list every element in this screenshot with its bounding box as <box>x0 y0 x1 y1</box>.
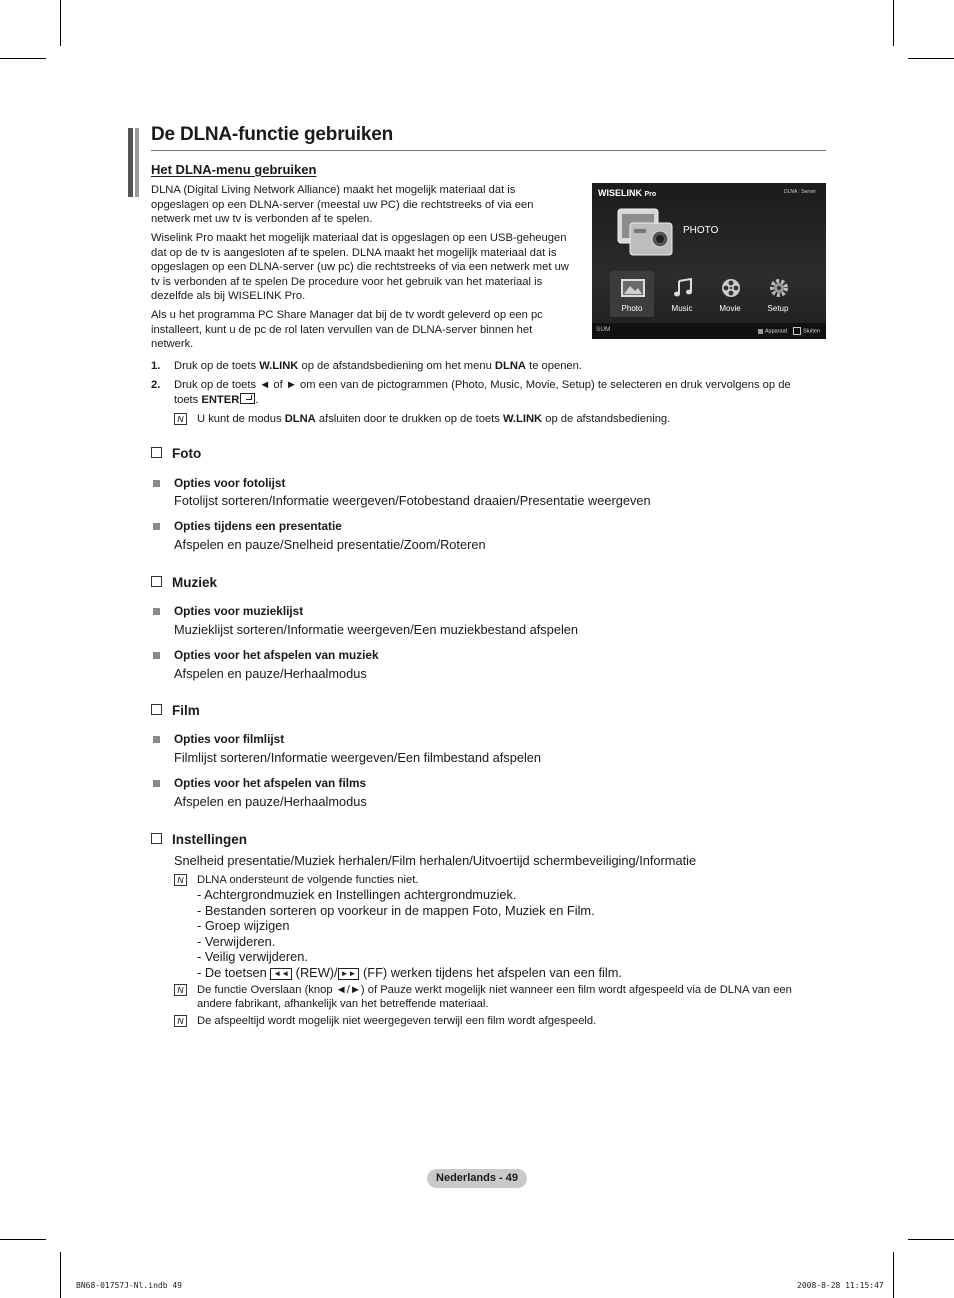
option-description: Filmlijst sorteren/Informatie weergeven/Een filmbestand afspelen <box>174 750 542 765</box>
title-accent-bar <box>135 128 139 197</box>
tv-footer-bar <box>592 323 826 339</box>
option-description: Fotolijst sorteren/Informatie weergeven/Fotobestand draaien/Presentatie weergeven <box>174 493 651 508</box>
note-icon <box>174 984 187 996</box>
checkbox-square-icon <box>151 576 162 587</box>
bullet-square-icon <box>153 608 160 615</box>
note-icon <box>174 1015 187 1027</box>
checkbox-square-icon <box>151 447 162 458</box>
title-accent-bar <box>128 128 133 197</box>
section-film-heading: Film <box>151 703 200 718</box>
crop-mark <box>908 1239 954 1240</box>
tv-sum-label: SUM <box>596 326 611 333</box>
list-item: - Veilig verwijderen. <box>197 949 308 964</box>
settings-description: Snelheid presentatie/Muziek herhalen/Film herhalen/Uitvoertijd schermbeveiliging/Informatie <box>174 853 697 868</box>
option-description: Muzieklijst sorteren/Informatie weergeven/Een muziekbestand afspelen <box>174 622 579 637</box>
tv-screen-illustration <box>592 183 826 339</box>
crop-mark <box>60 0 61 46</box>
list-item: - Bestanden sorteren op voorkeur in de mappen Foto, Muziek en Film. <box>197 903 595 918</box>
svg-text:N: N <box>177 1016 184 1026</box>
section-foto-heading: Foto <box>151 446 201 461</box>
exit-icon <box>793 327 801 335</box>
tv-logo: WISELINK Pro <box>598 188 657 198</box>
crop-mark <box>0 58 46 59</box>
svg-text:N: N <box>177 414 184 424</box>
svg-text:N: N <box>177 875 184 885</box>
section-muziek-heading: Muziek <box>151 575 217 590</box>
tv-menu-row <box>606 271 816 317</box>
tv-current-mode: PHOTO <box>683 225 719 236</box>
list-item: - De toetsen ◄◄ (REW)/ ►► (FF) werken tijdens het afspelen van een film. <box>197 965 622 980</box>
device-button-icon <box>758 329 763 334</box>
print-footer-file: BN68-01757J-Nl.indb 49 <box>76 1281 182 1290</box>
option-title: Opties voor fotolijst <box>174 476 286 490</box>
tv-footer-controls: Apparaat Sluiten <box>758 327 820 335</box>
bullet-square-icon <box>153 736 160 743</box>
tv-menu-music[interactable]: Music <box>660 271 704 317</box>
enter-key-icon <box>240 393 255 404</box>
option-title: Opties voor het afspelen van films <box>174 776 367 790</box>
bullet-square-icon <box>153 780 160 787</box>
option-title: Opties voor het afspelen van muziek <box>174 648 379 662</box>
page-number-badge: Nederlands - 49 <box>427 1169 527 1188</box>
crop-mark <box>0 1239 46 1240</box>
checkbox-square-icon <box>151 833 162 844</box>
intro-paragraph: Wiselink Pro maakt het mogelijk materiaal dat is opgeslagen op een USB-geheugen dat op de tv is aangesloten af te spelen. DLNA maakt het mogelijk materiaal dat is opgeslagen op een DLNA-server (uw pc) die rechtstreeks of via een netwerk met uw tv is verbonden af te spelen De procedure voor het gebruik van het materiaal is dezelfde als bij WISELINK Pro. <box>151 232 569 302</box>
svg-text:N: N <box>177 985 184 995</box>
film-reel-icon <box>718 277 744 299</box>
checkbox-square-icon <box>151 704 162 715</box>
print-footer-date: 2008-8-28 11:15:47 <box>797 1281 884 1290</box>
option-description: Afspelen en pauze/Herhaalmodus <box>174 666 367 681</box>
option-title: Opties voor filmlijst <box>174 732 285 746</box>
option-title: Opties tijdens een presentatie <box>174 519 342 533</box>
photo-folder-icon <box>616 205 674 257</box>
page-title: De DLNA-functie gebruiken <box>151 124 394 145</box>
crop-mark <box>60 1252 61 1298</box>
option-title: Opties voor muzieklijst <box>174 604 304 618</box>
fast-forward-key-icon: ►► <box>338 968 360 980</box>
section-instellingen-heading: Instellingen <box>151 832 247 847</box>
option-description: Afspelen en pauze/Snelheid presentatie/Zoom/Roteren <box>174 537 486 552</box>
gear-icon <box>766 277 792 299</box>
crop-mark <box>893 1252 894 1298</box>
crop-mark <box>893 0 894 46</box>
bullet-square-icon <box>153 480 160 487</box>
intro-paragraph: Als u het programma PC Share Manager dat bij de tv wordt geleverd op een pc installeert, kunt u de pc de rol laten vervullen van de DLNA-server binnen het netwerk. <box>151 309 543 350</box>
option-description: Afspelen en pauze/Herhaalmodus <box>174 794 367 809</box>
note-icon <box>174 874 187 886</box>
list-item: - Groep wijzigen <box>197 918 290 933</box>
bullet-square-icon <box>153 523 160 530</box>
tv-menu-setup[interactable]: Setup <box>756 271 800 317</box>
tv-menu-movie[interactable]: Movie <box>708 271 752 317</box>
photo-icon <box>620 277 646 299</box>
bullet-square-icon <box>153 652 160 659</box>
rewind-key-icon: ◄◄ <box>270 968 292 980</box>
intro-paragraph: DLNA (Digital Living Network Alliance) maakt het mogelijk materiaal dat is opgeslagen op een DLNA-server (meestal uw PC) die rechtstreeks of via een netwerk met uw tv is verbonden af te spelen. <box>151 184 534 225</box>
section-subtitle: Het DLNA-menu gebruiken <box>151 162 317 177</box>
music-icon <box>670 277 696 299</box>
tv-menu-photo[interactable]: Photo <box>610 271 654 317</box>
crop-mark <box>908 58 954 59</box>
title-divider <box>151 150 826 151</box>
list-item: - Achtergrondmuziek en Instellingen achtergrondmuziek. <box>197 887 517 902</box>
tv-server-label: DLNA : Server <box>784 189 816 195</box>
list-item: - Verwijderen. <box>197 934 276 949</box>
note-icon <box>174 413 187 425</box>
